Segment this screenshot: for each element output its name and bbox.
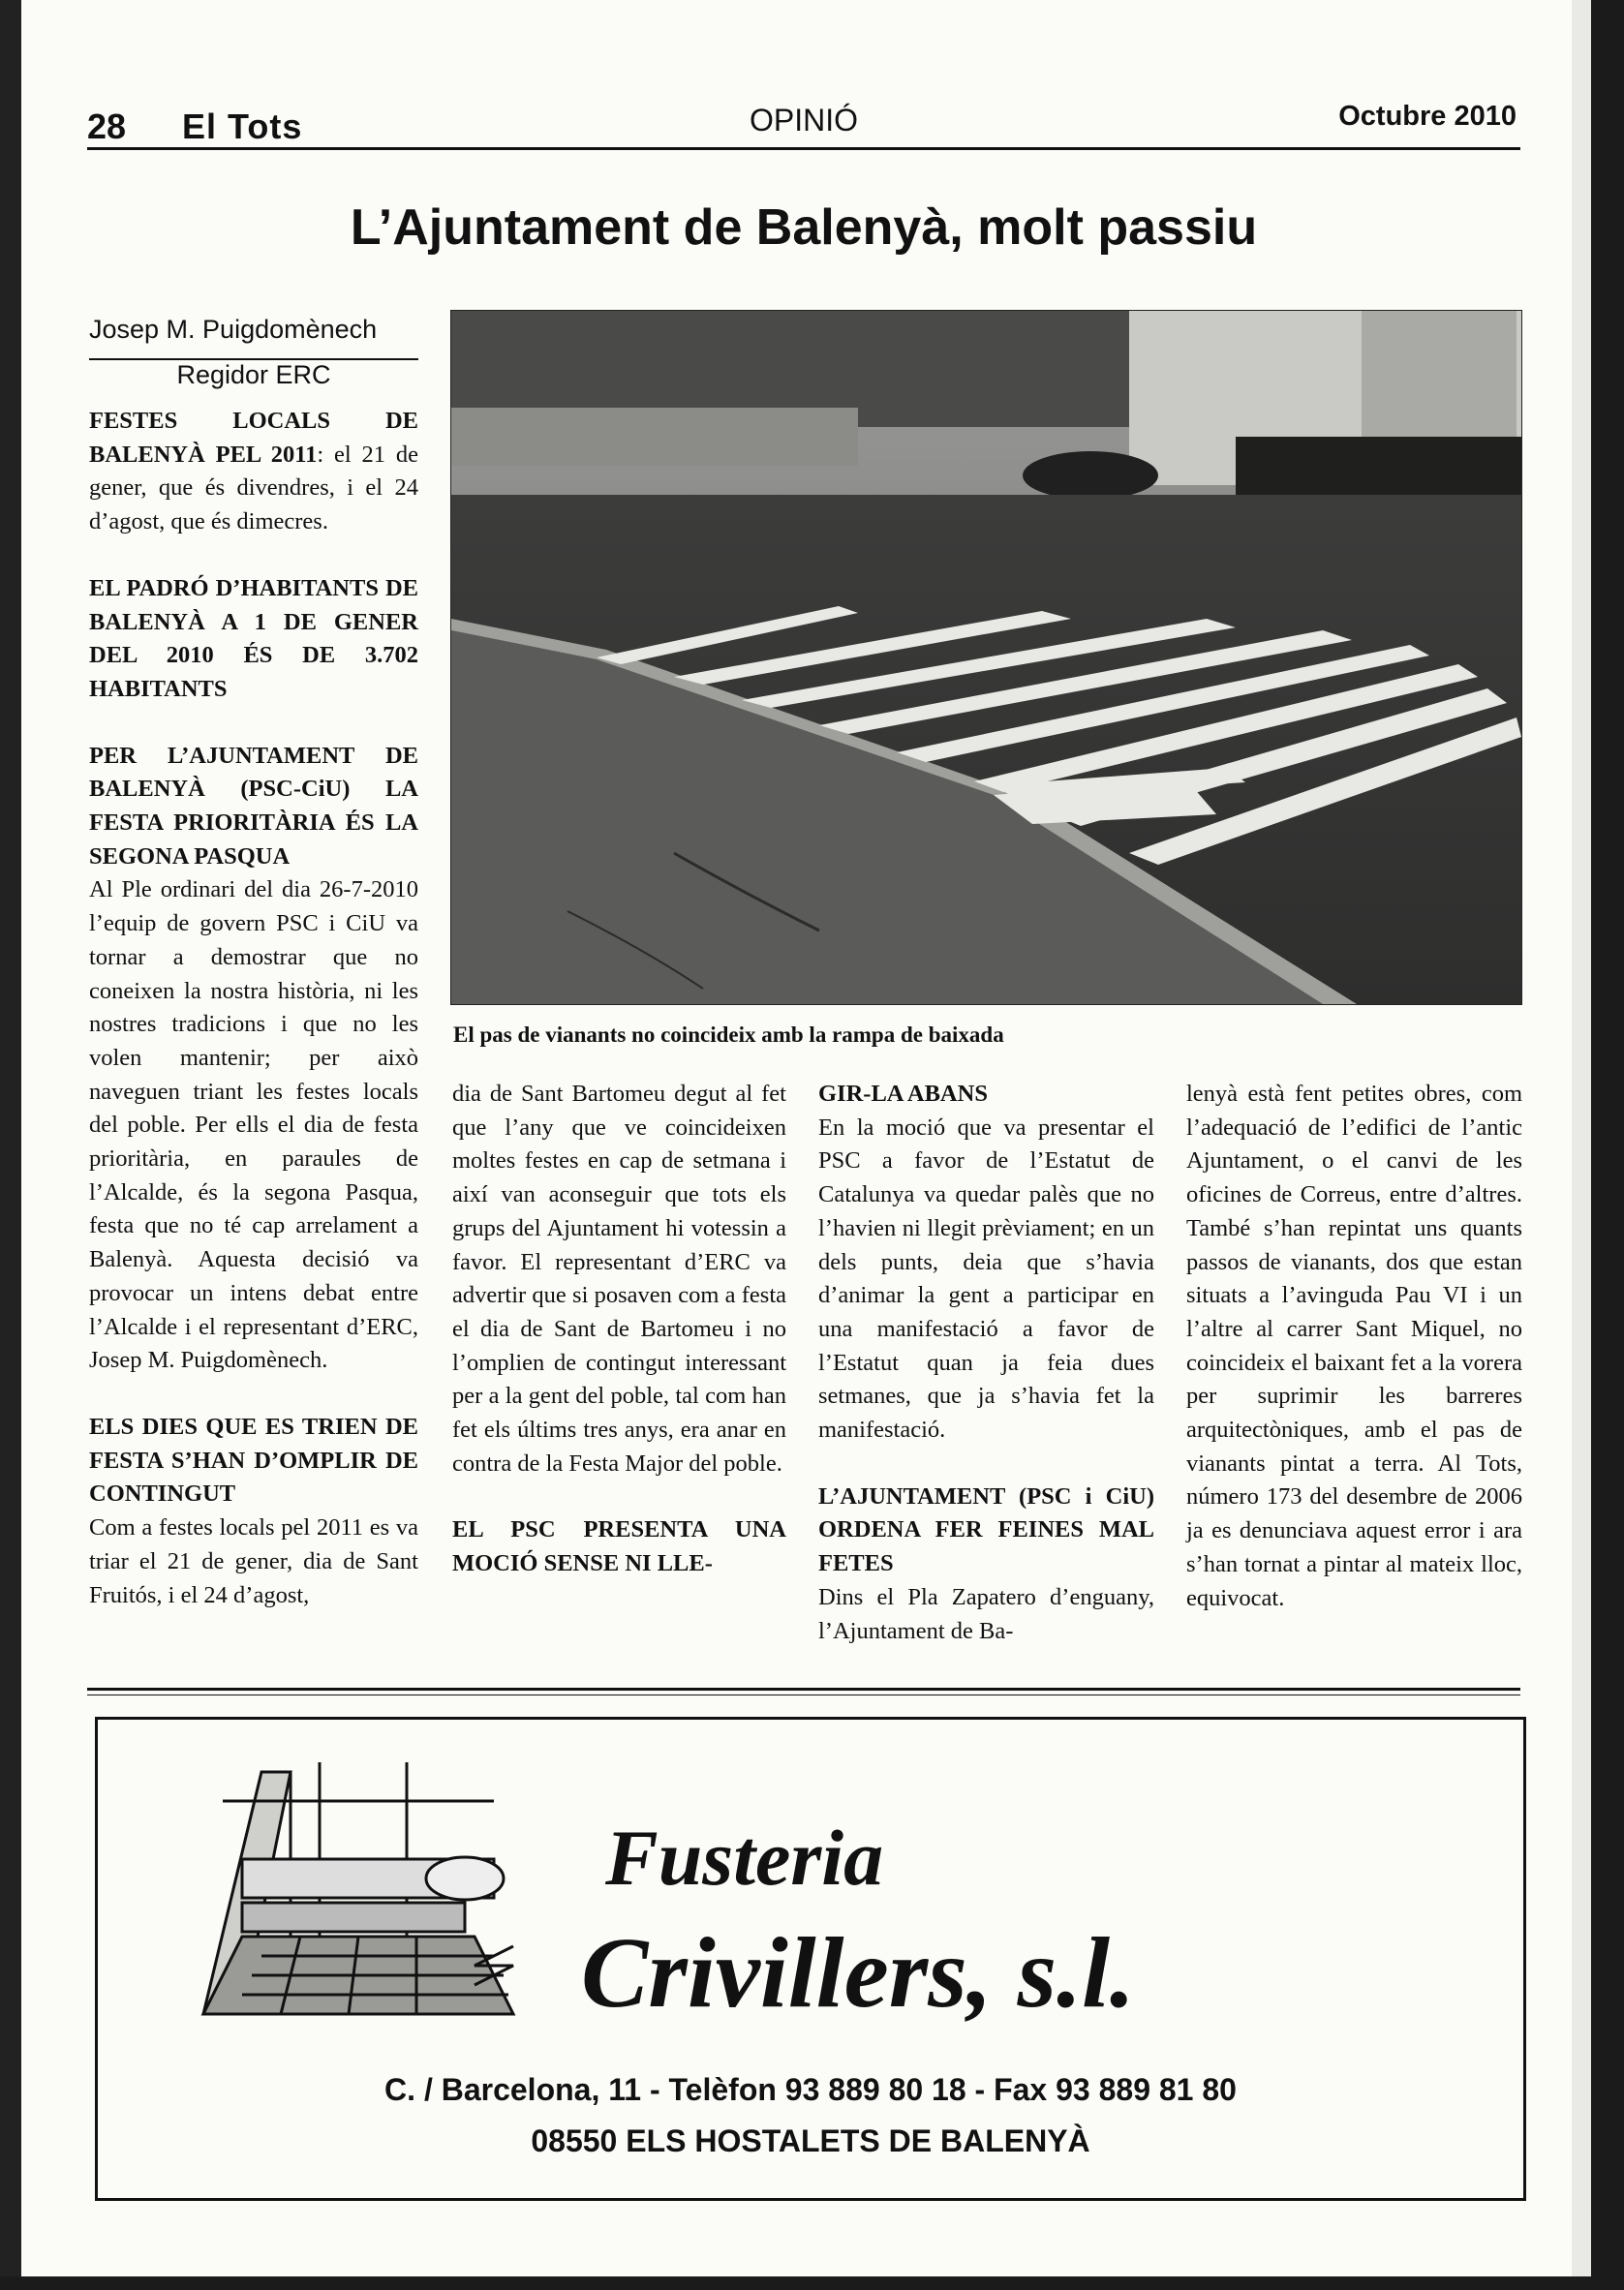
paragraph: Dins el Pla Zapatero d’enguany, l’Ajuntament de Ba-: [818, 1583, 1154, 1644]
subheading: GIR-LA ABANS: [818, 1081, 988, 1107]
publication-name: El Tots: [182, 107, 303, 146]
article-column-2: [452, 1078, 786, 1581]
subheading: ELS DIES QUE ES TRIEN DE FESTA S’HAN D’OMPLIR DE CONTINGUT: [89, 1413, 418, 1508]
paragraph: [89, 405, 418, 539]
article-column-3: [818, 1078, 1154, 1648]
author-name: Josep M. Puigdomènech: [89, 315, 378, 344]
page-edge-left: [0, 0, 21, 2290]
paragraph: Al Ple ordinari del dia 26-7-2010 l’equip de govern PSC i CiU va tornar a demostrar que no coneixen la nostra història, ni les nostres tradicions i que no les volen mantenir; per això naveguen triant les festes locals del poble. Per ells el dia de festa prioritària, en paraules de l’Alcalde, és la segona Pasqua, festa que no té cap arrelament a Balenyà. Aquesta decisió va provocar un intens debat entre l’Alcalde i el representant d’ERC, Josep M. Puigdomènech.: [89, 876, 418, 1374]
section-label: OPINIÓ: [749, 103, 858, 137]
paragraph-text: : el 21 de gener, que és divendres, i el 24 d’agost, que és dimecres.: [89, 441, 418, 535]
issue-date: Octubre 2010: [1338, 101, 1517, 132]
ad-company-name-line1: Fusteria: [605, 1814, 884, 1902]
subheading: EL PSC PRESENTA UNA MOCIÓ SENSE NI LLE-: [452, 1516, 786, 1577]
paragraph: dia de Sant Bartomeu degut al fet que l’any que ve coincideixen moltes festes en cap de setmana i així van aconseguir que tots els grups del Ajuntament hi votessin a favor. El representant d’ERC va advertir que si posaven com a festa el dia de Sant de Bartomeu i no l’omplien de contingut interessant per a la gent del poble, tal com han fet els últims tres anys, era anar en contra de la Festa Major del poble.: [452, 1081, 786, 1477]
author-role: Regidor ERC: [176, 360, 331, 389]
subheading: PER L’AJUNTAMENT DE BALENYÀ (PSC-CiU) LA FESTA PRIORITÀRIA ÉS LA SEGONA PASQUA: [89, 742, 418, 870]
crosswalk-photo-illustration: [451, 311, 1521, 1004]
carpentry-workshop-icon: [184, 1743, 533, 2033]
page-header: [87, 97, 1520, 150]
ad-city: 08550 ELS HOSTALETS DE BALENYÀ: [531, 2123, 1090, 2158]
article-column-1: [89, 405, 418, 1612]
article-column-4: [1186, 1078, 1522, 1615]
paragraph: En la moció que va presentar el PSC a favor de l’Estatut de Catalunya va quedar palès que no l’havien ni llegit prèviament; en un dels punts, deia que s’havia d’animar la gent a participar en una manifestació a favor de l’Estatut quan ja feia dues setmanes, que ja s’havia fet la manifestació.: [818, 1114, 1154, 1444]
paragraph: lenyà està fent petites obres, com l’adequació de l’edifici de l’antic Ajuntament, o el canvi de les oficines de Correus, entre d’altres. També s’han repintat uns quants passos de vianants, dos que estan situats a l’avinguda Pau VI i un l’altre al carrer Sant Miquel, no coincideix el baixant fet a la vorera per suprimir les barreres arquitectòniques, amb el pas de vianants pintat a terra. Al Tots, número 173 del desembre de 2006 ja es denunciava aquest error i ara s’han tornat a pintar al mateix lloc, equivocat.: [1186, 1081, 1522, 1611]
subheading-inline: FESTES LOCALS DE BALENYÀ PEL 2011: [89, 408, 418, 468]
subheading: L’AJUNTAMENT (PSC i CiU) ORDENA FER FEINES MAL FETES: [818, 1482, 1154, 1577]
article-photo: [450, 310, 1522, 1005]
page-number: 28: [87, 107, 127, 146]
ad-company-name-line2: Crivillers, s.l.: [581, 1917, 1136, 2029]
photo-caption: El pas de vianants no coincideix amb la rampa de baixada: [453, 1023, 1004, 1047]
article-title: L’Ajuntament de Balenyà, molt passiu: [350, 199, 1258, 256]
subheading: EL PADRÓ D’HABITANTS DE BALENYÀ A 1 DE GENER DEL 2010 ÉS DE 3.702 HABITANTS: [89, 574, 418, 702]
page-edge-right: [1591, 0, 1624, 2290]
paragraph: Com a festes locals pel 2011 es va triar el 21 de gener, dia de Sant Fruitós, i el 24 d’agost,: [89, 1514, 418, 1608]
ad-divider: [87, 1688, 1520, 1695]
facing-page-strip: [1572, 0, 1591, 2290]
page-edge-bottom: [0, 2276, 1624, 2290]
ad-address: C. / Barcelona, 11 - Telèfon 93 889 80 18 - Fax 93 889 81 80: [384, 2072, 1237, 2107]
